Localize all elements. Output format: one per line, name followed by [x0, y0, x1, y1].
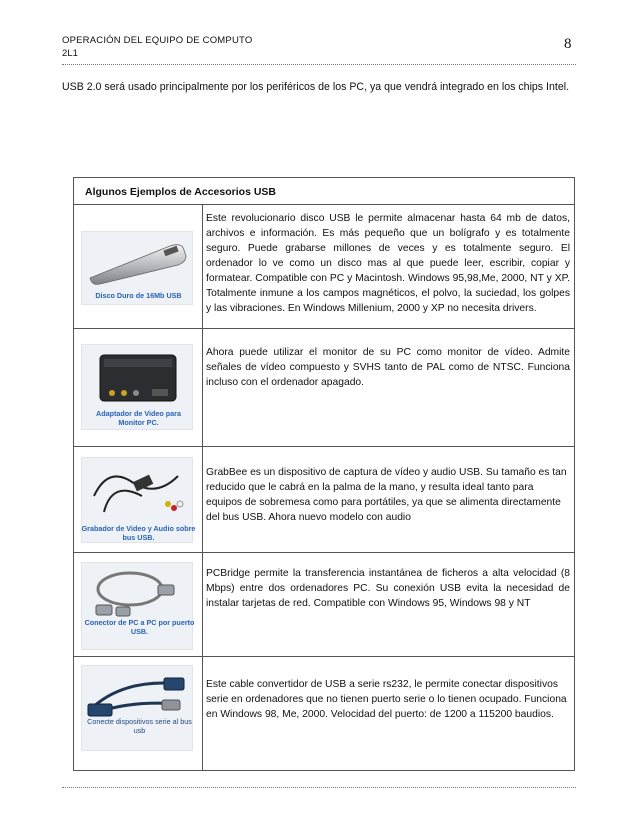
document-subtitle: 2L1 [62, 48, 78, 59]
product-caption: Conecte dispositivos serie al bus usb [87, 717, 192, 735]
intro-paragraph: USB 2.0 será usado principalmente por los periféricos de los PC, ya que vendrá integrado en los chips Intel. [62, 81, 570, 93]
serial-converter-icon [81, 665, 193, 751]
product-description: Ahora puede utilizar el monitor de su PC como monitor de vídeo. Admite señales de vídeo compuesto y SVHS tanto de PAL como de NTSC. Funciona incluso con el ordenador apagado. [206, 347, 570, 388]
table-row [74, 329, 574, 447]
product-caption: Grabador de Video y Audio sobre bus USB. [81, 524, 196, 542]
document-title: OPERACIÓN DEL EQUIPO DE COMPUTO [62, 35, 253, 46]
table-title: Algunos Ejemplos de Accesorios USB [74, 178, 574, 205]
product-caption: Adaptador de Video para Monitor PC. [96, 409, 181, 427]
product-image-cell [74, 329, 203, 446]
product-image-cell [74, 657, 203, 770]
product-description: PCBridge permite la transferencia instantánea de ficheros a alta velocidad (8 Mbps) entre dos ordenadores PC. Su conexión USB evita la necesidad de instalar tarjetas de red. Compatible con Windows 95, Windows 98 y NT [206, 568, 570, 609]
table-row [74, 553, 574, 657]
footer-divider [62, 787, 576, 788]
usb-cable-icon [81, 562, 193, 650]
product-image-cell [74, 447, 203, 552]
product-description: Este revolucionario disco USB le permite almacenar hasta 64 mb de datos, archivos e información. Es más pequeño que un bolígrafo y es totalmente seguro. Puede grabarse millones de veces y es totalmente seguro. El ordenador lo ve como un disco mas al que puede leer, escribir, copiar y formatear. Compatible con PC y Macintosh. Windows 95,98,Me, 2000, NT y XP. Totalmente inmune a los campos magnéticos, el polvo, la suciedad, los golpes y las vibraciones. En Windows Millenium, 2000 y XP no necesita drivers. [206, 213, 570, 314]
page-number: 8 [564, 36, 572, 52]
table-row [74, 657, 574, 770]
accessories-table [73, 177, 575, 771]
table-row [74, 447, 574, 553]
product-caption: Disco Duro de 16Mb USB [95, 291, 182, 300]
product-image-cell [74, 553, 203, 656]
header-divider [62, 64, 576, 65]
table-row [74, 205, 574, 329]
product-description: Este cable convertidor de USB a serie rs232, le permite conectar dispositivos serie en ordenadores que no tienen puerto serie o lo tienen ocupado. Funciona en Windows 98, Me, 2000. Velocidad del puerto: de 1200 a 115200 baudios. [206, 679, 567, 720]
product-caption: Conector de PC a PC por puerto USB. [84, 618, 195, 636]
product-image-cell [74, 205, 203, 328]
product-description: GrabBee es un dispositivo de captura de vídeo y audio USB. Su tamaño es tan reducido que le cabrá en la palma de la mano, y resulta ideal tanto para equipos de sobremesa como para portátiles, ya que se alimenta directamente del bus USB. Ahora nuevo modelo con audio [206, 467, 567, 523]
